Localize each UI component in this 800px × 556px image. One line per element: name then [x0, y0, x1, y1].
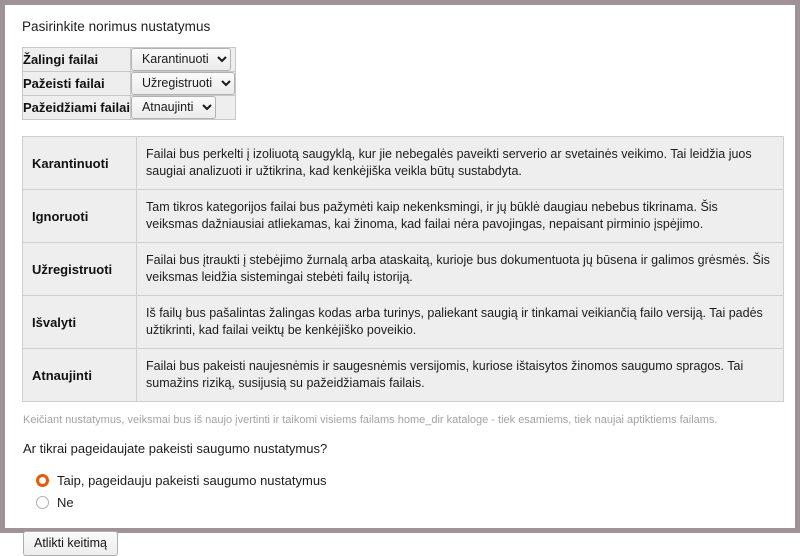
- malicious-files-select[interactable]: [131, 48, 231, 71]
- settings-table-body: [23, 48, 236, 120]
- confirm-radio-group: [36, 471, 782, 512]
- settings-row-vulnerable: [23, 96, 236, 120]
- table-row: [23, 243, 784, 296]
- infected-files-select[interactable]: [131, 72, 235, 95]
- settings-label-infected: Pažeisti failai: [23, 72, 131, 96]
- action-desc-karantinuoti: Failai bus perkelti į izoliuotą saugyklą, kur jie nebegalės paveikti serverio ar svetainės veikimo. Tai leidžia juos saugiai analizuoti ir užtikrina, kad kenkėjiška veikla būtų sustabdyta.: [137, 137, 784, 190]
- actions-description-table: [22, 136, 784, 402]
- settings-row-malicious: [23, 48, 236, 72]
- action-desc-atnaujinti: Failai bus pakeisti naujesnėmis ir saugesnėmis versijomis, kuriose ištaisytos žinomos saugumo spragos. Tai sumažins riziką, susijusią su pažeidžiamais failais.: [137, 349, 784, 402]
- submit-button-wrap: [23, 531, 782, 556]
- settings-label-vulnerable: Pažeidžiami failai: [23, 96, 131, 120]
- radio-unselected-icon[interactable]: [36, 496, 49, 509]
- action-name-karantinuoti: Karantinuoti: [23, 137, 137, 190]
- confirm-question: Ar tikrai pageidaujate pakeisti saugumo nustatymus?: [23, 441, 328, 456]
- confirm-no-label: Ne: [57, 495, 74, 510]
- settings-table: [22, 47, 236, 120]
- table-row: [23, 190, 784, 243]
- settings-label-malicious: Žalingi failai: [23, 48, 131, 72]
- settings-footnote: Keičiant nustatymus, veiksmai bus iš naujo įvertinti ir taikomi visiems failams home_dir kataloge - tiek esamiems, tiek naujai aptiktiems failams.: [23, 414, 718, 426]
- action-desc-uzregistruoti: Failai bus įtraukti į stebėjimo žurnalą arba ataskaitą, kurioje bus dokumentuota jų būsena ir galimos grėsmės. Šis veiksmas leidžia sistemingai stebėti failų istoriją.: [137, 243, 784, 296]
- submit-button[interactable]: Atlikti keitimą: [23, 531, 118, 556]
- confirm-yes-label: Taip, pageidauju pakeisti saugumo nustatymus: [57, 473, 327, 488]
- page-title: Pasirinkite norimus nustatymus: [22, 19, 211, 34]
- action-name-atnaujinti: Atnaujinti: [23, 349, 137, 402]
- settings-control-infected: [130, 72, 235, 96]
- settings-control-malicious: [130, 48, 235, 72]
- confirm-no[interactable]: [36, 493, 782, 512]
- actions-table-body: [23, 137, 784, 402]
- table-row: [23, 349, 784, 402]
- action-name-uzregistruoti: Užregistruoti: [23, 243, 137, 296]
- action-desc-isvalyti: Iš failų bus pašalintas žalingas kodas arba turinys, paliekant saugią ir tinkamai veikiančią failo versiją. Tai padės užtikrinti, kad failai veiktų be kenkėjiško poveikio.: [137, 296, 784, 349]
- confirm-yes[interactable]: [36, 471, 782, 490]
- table-row: [23, 137, 784, 190]
- settings-control-vulnerable: [130, 96, 235, 120]
- action-name-ignoruoti: Ignoruoti: [23, 190, 137, 243]
- action-desc-ignoruoti: Tam tikros kategorijos failai bus pažymėti kaip nekenksmingi, ir jų būklė daugiau nebebus tikrinama. Šis veiksmas dažniausiai atliekamas, kai žinoma, kad failai nėra pavojingas, nepaisant pirminio įspėjimo.: [137, 190, 784, 243]
- settings-row-infected: [23, 72, 236, 96]
- vulnerable-files-select[interactable]: [131, 96, 216, 119]
- action-name-isvalyti: Išvalyti: [23, 296, 137, 349]
- radio-selected-icon[interactable]: [36, 474, 49, 487]
- table-row: [23, 296, 784, 349]
